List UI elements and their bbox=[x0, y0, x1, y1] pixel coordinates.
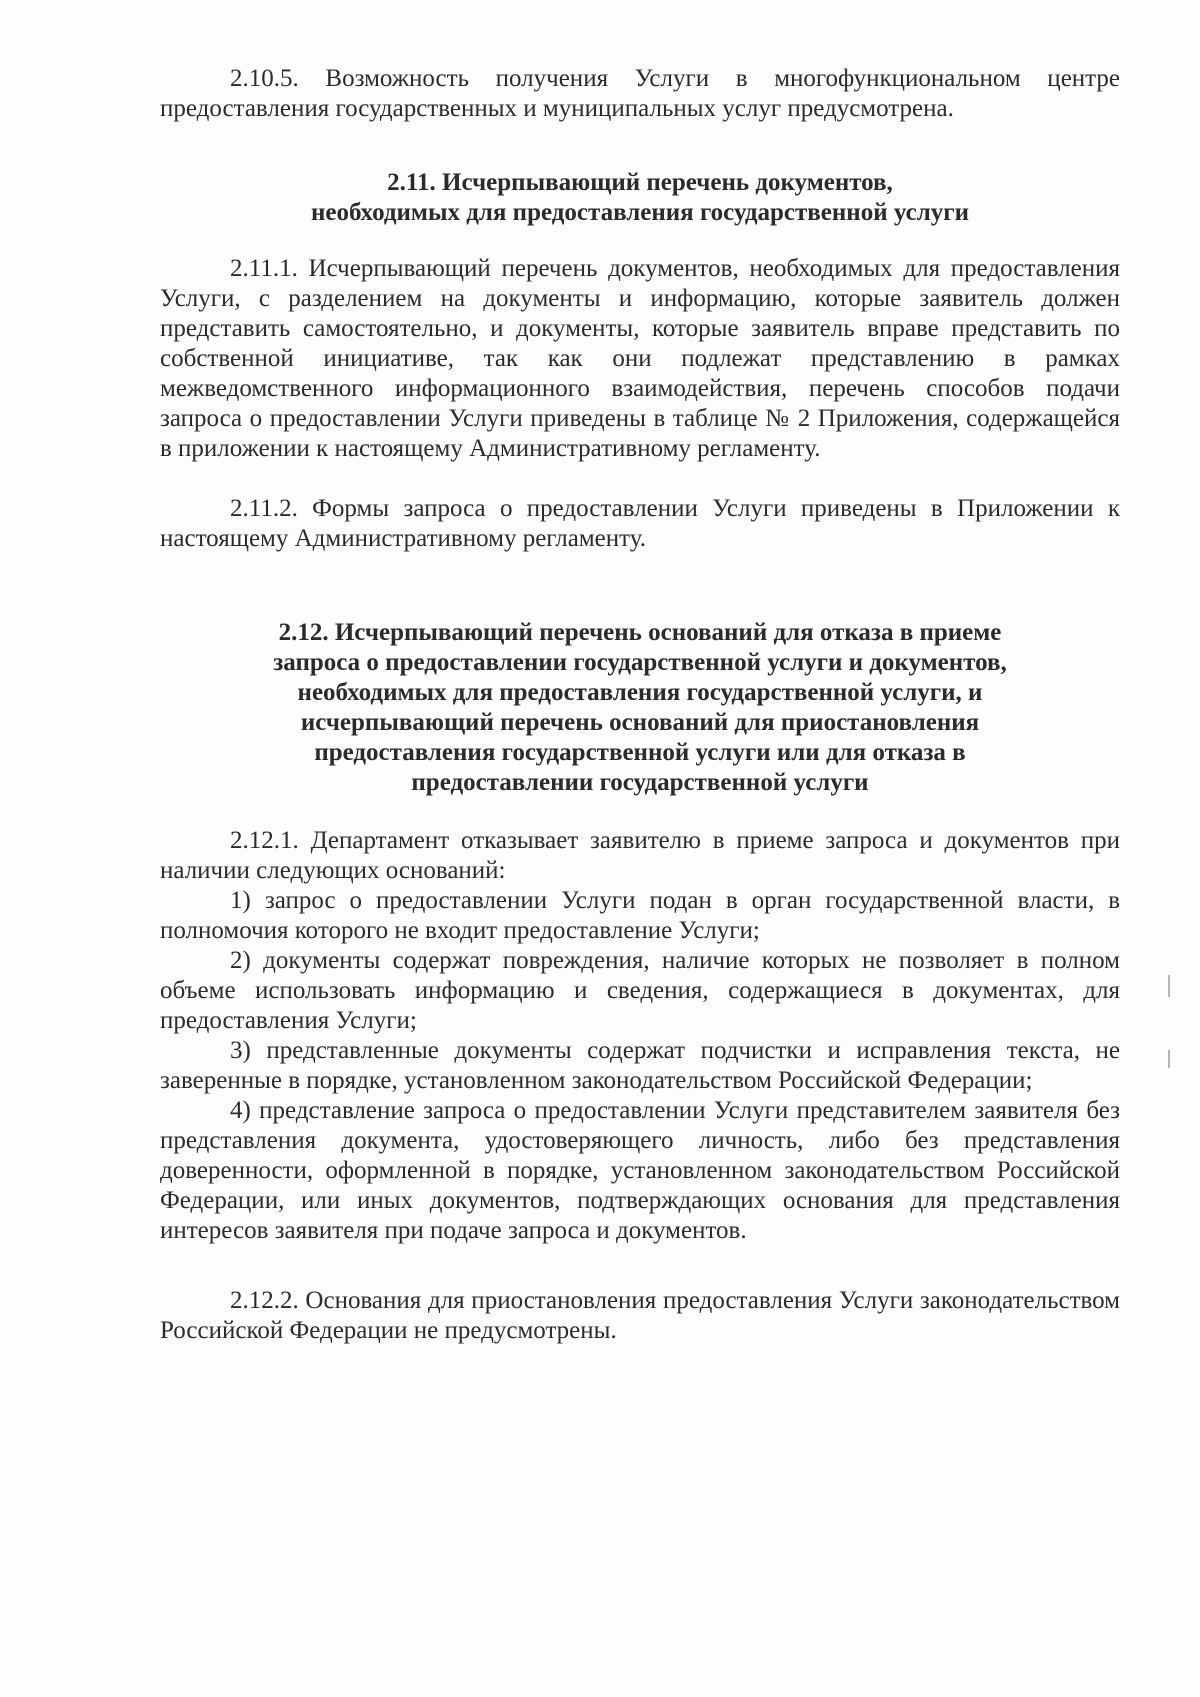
list-item: 1) запрос о предоставлении Услуги подан в орган государственной власти, в полномочия которого не входит предоставление Услуги; bbox=[160, 887, 1120, 944]
heading-2-12-line-5: предоставления государственной услуги или для отказа в bbox=[314, 739, 966, 766]
paragraph-2-12-1: 2.12.1. Департамент отказывает заявителю в приеме запроса и документов при наличии следующих оснований: bbox=[160, 827, 1120, 884]
heading-2-11 bbox=[160, 168, 1120, 228]
page-content bbox=[160, 64, 1120, 1346]
paragraph-2-10-5: 2.10.5. Возможность получения Услуги в многофункциональном центре предоставления государственных и муниципальных услуг предусмотрена. bbox=[160, 65, 1120, 122]
heading-2-12-line-1: 2.12. Исчерпывающий перечень оснований для отказа в приеме bbox=[278, 619, 1002, 646]
heading-2-12-line-4: исчерпывающий перечень оснований для приостановления bbox=[300, 709, 980, 736]
refusal-grounds-list bbox=[160, 886, 1120, 1246]
heading-2-12-line-2: запроса о предоставлении государственной услуги и документов, bbox=[273, 649, 1007, 676]
list-item: 2) документы содержат повреждения, наличие которых не позволяет в полном объеме использовать информацию и сведения, содержащиеся в документах, для предоставления Услуги; bbox=[160, 947, 1120, 1034]
heading-2-12 bbox=[160, 618, 1120, 798]
heading-2-12-line-3: необходимых для предоставления государственной услуги, и bbox=[297, 679, 983, 706]
heading-2-11-line-2: необходимых для предоставления государственной услуги bbox=[311, 199, 969, 226]
scan-mark bbox=[1168, 975, 1170, 997]
paragraph-2-12-2: 2.12.2. Основания для приостановления предоставления Услуги законодательством Российской Федерации не предусмотрены. bbox=[160, 1287, 1120, 1344]
heading-2-11-line-1: 2.11. Исчерпывающий перечень документов, bbox=[387, 169, 893, 196]
paragraph-2-11-1: 2.11.1. Исчерпывающий перечень документов, необходимых для предоставления Услуги, с разделением на документы и информацию, которые заявитель должен представить самостоятельно, и документы, которые заявитель вправе представить по собственной инициативе, так как они подлежат представлению в рамках межведомственного информационного взаимодействия, перечень способов подачи запроса о предоставлении Услуги приведены в таблице № 2 Приложения, содержащейся в приложении к настоящему Административному регламенту. bbox=[160, 255, 1120, 462]
heading-2-12-line-6: предоставлении государственной услуги bbox=[411, 769, 869, 796]
scan-mark bbox=[1168, 1050, 1170, 1068]
list-item: 3) представленные документы содержат подчистки и исправления текста, не заверенные в порядке, установленном законодательством Российской Федерации; bbox=[160, 1037, 1120, 1094]
list-item: 4) представление запроса о предоставлении Услуги представителем заявителя без представления документа, удостоверяющего личность, либо без представления доверенности, оформленной в порядке, установленном законодательством Российской Федерации, или иных документов, подтверждающих основания для представления интересов заявителя при подаче запроса и документов. bbox=[160, 1097, 1120, 1244]
paragraph-2-11-2: 2.11.2. Формы запроса о предоставлении Услуги приведены в Приложении к настоящему Административному регламенту. bbox=[160, 495, 1120, 552]
